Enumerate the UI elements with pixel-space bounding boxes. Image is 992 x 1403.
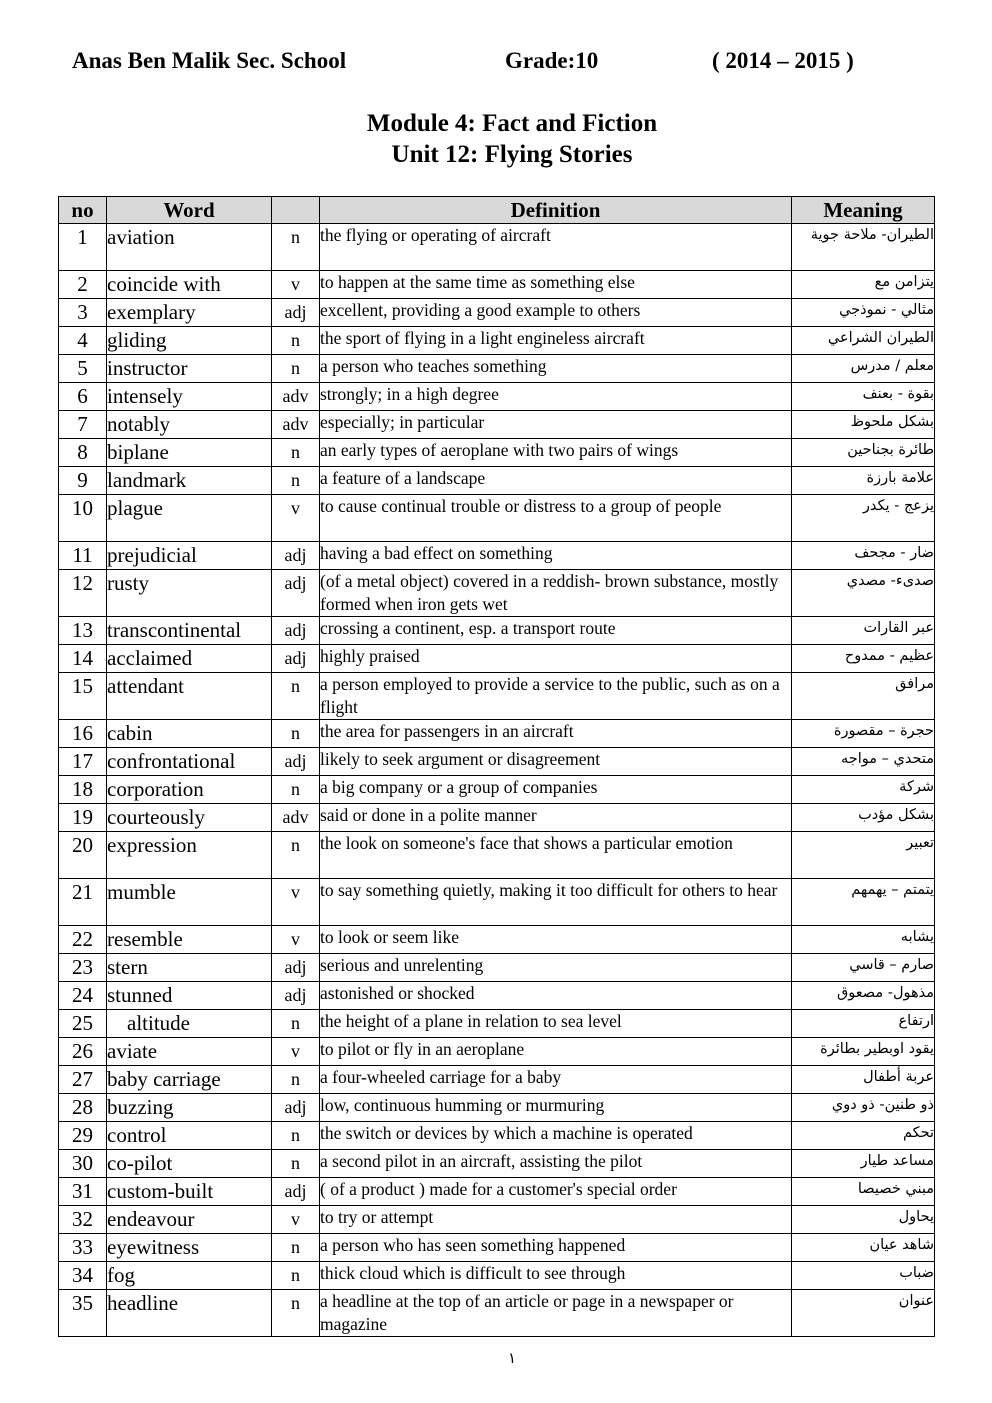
- table-row: [59, 982, 935, 1010]
- meaning-cell: بشكل مؤدب: [792, 804, 935, 832]
- header-meaning: Meaning: [792, 197, 935, 224]
- part-of-speech-cell: n: [272, 439, 320, 467]
- definition-cell: to try or attempt: [320, 1206, 792, 1234]
- meaning-cell: متحدي – مواجه: [792, 748, 935, 776]
- row-number: 33: [59, 1234, 107, 1262]
- row-number: 23: [59, 954, 107, 982]
- row-number: 18: [59, 776, 107, 804]
- row-number: 8: [59, 439, 107, 467]
- word-cell: baby carriage: [107, 1066, 272, 1094]
- part-of-speech-cell: adv: [272, 411, 320, 439]
- meaning-cell: عظيم - ممدوح: [792, 645, 935, 673]
- table-row: [59, 467, 935, 495]
- definition-cell: to cause continual trouble or distress to a group of people: [320, 495, 792, 542]
- meaning-cell: مرافق: [792, 673, 935, 720]
- word-cell: gliding: [107, 327, 272, 355]
- definition-cell: the area for passengers in an aircraft: [320, 720, 792, 748]
- school-year: ( 2014 – 2015 ): [712, 48, 854, 73]
- part-of-speech-cell: n: [272, 832, 320, 879]
- table-row: [59, 327, 935, 355]
- definition-cell: to say something quietly, making it too difficult for others to hear: [320, 879, 792, 926]
- word-cell: expression: [107, 832, 272, 879]
- row-number: 17: [59, 748, 107, 776]
- definition-cell: highly praised: [320, 645, 792, 673]
- part-of-speech-cell: n: [272, 224, 320, 271]
- meaning-cell: بشكل ملحوظ: [792, 411, 935, 439]
- header-definition: Definition: [320, 197, 792, 224]
- meaning-cell: تعبير: [792, 832, 935, 879]
- word-cell: acclaimed: [107, 645, 272, 673]
- definition-cell: (of a metal object) covered in a reddish- brown substance, mostly formed when iron gets wet: [320, 570, 792, 617]
- word-cell: aviation: [107, 224, 272, 271]
- table-row: [59, 645, 935, 673]
- part-of-speech-cell: n: [272, 673, 320, 720]
- word-cell: landmark: [107, 467, 272, 495]
- word-cell: plague: [107, 495, 272, 542]
- row-number: 3: [59, 299, 107, 327]
- table-row: [59, 954, 935, 982]
- row-number: 6: [59, 383, 107, 411]
- word-cell: headline: [107, 1290, 272, 1337]
- row-number: 28: [59, 1094, 107, 1122]
- row-number: 29: [59, 1122, 107, 1150]
- row-number: 4: [59, 327, 107, 355]
- row-number: 35: [59, 1290, 107, 1337]
- table-row: [59, 271, 935, 299]
- row-number: 32: [59, 1206, 107, 1234]
- meaning-cell: حجرة – مقصورة: [792, 720, 935, 748]
- meaning-cell: شاهد عيان: [792, 1234, 935, 1262]
- word-cell: mumble: [107, 879, 272, 926]
- row-number: 34: [59, 1262, 107, 1290]
- word-cell: control: [107, 1122, 272, 1150]
- part-of-speech-cell: n: [272, 776, 320, 804]
- part-of-speech-cell: adj: [272, 299, 320, 327]
- table-row: [59, 673, 935, 720]
- table-row: [59, 1150, 935, 1178]
- part-of-speech-cell: v: [272, 271, 320, 299]
- word-cell: endeavour: [107, 1206, 272, 1234]
- row-number: 24: [59, 982, 107, 1010]
- word-cell: buzzing: [107, 1094, 272, 1122]
- definition-cell: the height of a plane in relation to sea level: [320, 1010, 792, 1038]
- meaning-cell: شركة: [792, 776, 935, 804]
- word-cell: co-pilot: [107, 1150, 272, 1178]
- definition-cell: especially; in particular: [320, 411, 792, 439]
- definition-cell: a big company or a group of companies: [320, 776, 792, 804]
- part-of-speech-cell: adj: [272, 982, 320, 1010]
- word-cell: rusty: [107, 570, 272, 617]
- row-number: 12: [59, 570, 107, 617]
- word-cell: eyewitness: [107, 1234, 272, 1262]
- meaning-cell: ضباب: [792, 1262, 935, 1290]
- word-cell: coincide with: [107, 271, 272, 299]
- part-of-speech-cell: n: [272, 1066, 320, 1094]
- part-of-speech-cell: n: [272, 1122, 320, 1150]
- row-number: 11: [59, 542, 107, 570]
- part-of-speech-cell: n: [272, 1234, 320, 1262]
- table-row: [59, 832, 935, 879]
- part-of-speech-cell: v: [272, 879, 320, 926]
- part-of-speech-cell: adj: [272, 645, 320, 673]
- definition-cell: a person who has seen something happened: [320, 1234, 792, 1262]
- part-of-speech-cell: n: [272, 1290, 320, 1337]
- meaning-cell: يشابه: [792, 926, 935, 954]
- table-row: [59, 617, 935, 645]
- part-of-speech-cell: adj: [272, 748, 320, 776]
- table-row: [59, 542, 935, 570]
- row-number: 27: [59, 1066, 107, 1094]
- definition-cell: astonished or shocked: [320, 982, 792, 1010]
- definition-cell: the look on someone's face that shows a particular emotion: [320, 832, 792, 879]
- part-of-speech-cell: adj: [272, 570, 320, 617]
- table-row: [59, 879, 935, 926]
- table-row: [59, 570, 935, 617]
- part-of-speech-cell: n: [272, 327, 320, 355]
- part-of-speech-cell: n: [272, 1262, 320, 1290]
- word-cell: instructor: [107, 355, 272, 383]
- meaning-cell: الطيران الشراعي: [792, 327, 935, 355]
- word-cell: cabin: [107, 720, 272, 748]
- row-number: 19: [59, 804, 107, 832]
- word-cell: custom-built: [107, 1178, 272, 1206]
- word-cell: altitude: [107, 1010, 272, 1038]
- row-number: 25: [59, 1010, 107, 1038]
- table-row: [59, 299, 935, 327]
- part-of-speech-cell: v: [272, 1038, 320, 1066]
- part-of-speech-cell: adj: [272, 1178, 320, 1206]
- table-row: [59, 1234, 935, 1262]
- definition-cell: the flying or operating of aircraft: [320, 224, 792, 271]
- definition-cell: ( of a product ) made for a customer's special order: [320, 1178, 792, 1206]
- table-row: [59, 1262, 935, 1290]
- definition-cell: crossing a continent, esp. a transport route: [320, 617, 792, 645]
- row-number: 26: [59, 1038, 107, 1066]
- definition-cell: the switch or devices by which a machine is operated: [320, 1122, 792, 1150]
- meaning-cell: تحكم: [792, 1122, 935, 1150]
- school-name: Anas Ben Malik Sec. School: [72, 48, 347, 73]
- row-number: 16: [59, 720, 107, 748]
- meaning-cell: مبني خصيصا: [792, 1178, 935, 1206]
- part-of-speech-cell: n: [272, 467, 320, 495]
- definition-cell: thick cloud which is difficult to see through: [320, 1262, 792, 1290]
- table-body: [59, 224, 935, 1337]
- part-of-speech-cell: n: [272, 720, 320, 748]
- row-number: 9: [59, 467, 107, 495]
- part-of-speech-cell: v: [272, 926, 320, 954]
- meaning-cell: علامة بارزة: [792, 467, 935, 495]
- meaning-cell: عنوان: [792, 1290, 935, 1337]
- meaning-cell: عربة أطفال: [792, 1066, 935, 1094]
- row-number: 15: [59, 673, 107, 720]
- row-number: 21: [59, 879, 107, 926]
- definition-cell: a person employed to provide a service to the public, such as on a flight: [320, 673, 792, 720]
- meaning-cell: بقوة - بعنف: [792, 383, 935, 411]
- definition-cell: excellent, providing a good example to others: [320, 299, 792, 327]
- definition-cell: a four-wheeled carriage for a baby: [320, 1066, 792, 1094]
- word-cell: transcontinental: [107, 617, 272, 645]
- word-cell: resemble: [107, 926, 272, 954]
- word-cell: attendant: [107, 673, 272, 720]
- meaning-cell: يتمتم – يهمهم: [792, 879, 935, 926]
- row-number: 10: [59, 495, 107, 542]
- definition-cell: an early types of aeroplane with two pairs of wings: [320, 439, 792, 467]
- page-number: ١: [507, 1349, 517, 1367]
- table-row: [59, 748, 935, 776]
- definition-cell: low, continuous humming or murmuring: [320, 1094, 792, 1122]
- definition-cell: likely to seek argument or disagreement: [320, 748, 792, 776]
- definition-cell: said or done in a polite manner: [320, 804, 792, 832]
- table-header-row: [59, 197, 935, 224]
- table-row: [59, 1122, 935, 1150]
- table-row: [59, 1010, 935, 1038]
- meaning-cell: مذهول- مصعوق: [792, 982, 935, 1010]
- word-cell: prejudicial: [107, 542, 272, 570]
- header-pos: [272, 197, 320, 224]
- page-titles: [0, 108, 992, 170]
- meaning-cell: عبر القارات: [792, 617, 935, 645]
- meaning-cell: الطيران- ملاحة جوية: [792, 224, 935, 271]
- definition-cell: strongly; in a high degree: [320, 383, 792, 411]
- part-of-speech-cell: v: [272, 1206, 320, 1234]
- definition-cell: to look or seem like: [320, 926, 792, 954]
- table-row: [59, 439, 935, 467]
- part-of-speech-cell: n: [272, 355, 320, 383]
- table-row: [59, 411, 935, 439]
- definition-cell: the sport of flying in a light engineless aircraft: [320, 327, 792, 355]
- meaning-cell: ذو طنين- ذو دوي: [792, 1094, 935, 1122]
- row-number: 7: [59, 411, 107, 439]
- row-number: 14: [59, 645, 107, 673]
- meaning-cell: يقود اوبطير بطائرة: [792, 1038, 935, 1066]
- meaning-cell: ارتفاع: [792, 1010, 935, 1038]
- part-of-speech-cell: adj: [272, 1094, 320, 1122]
- row-number: 31: [59, 1178, 107, 1206]
- table-row: [59, 383, 935, 411]
- row-number: 20: [59, 832, 107, 879]
- part-of-speech-cell: v: [272, 495, 320, 542]
- header-word: Word: [107, 197, 272, 224]
- row-number: 1: [59, 224, 107, 271]
- definition-cell: to pilot or fly in an aeroplane: [320, 1038, 792, 1066]
- word-cell: stern: [107, 954, 272, 982]
- table-row: [59, 804, 935, 832]
- table-row: [59, 1066, 935, 1094]
- table-row: [59, 495, 935, 542]
- definition-cell: a person who teaches something: [320, 355, 792, 383]
- part-of-speech-cell: adj: [272, 954, 320, 982]
- unit-title: Unit 12: Flying Stories: [391, 141, 633, 168]
- vocabulary-table: [58, 196, 935, 1337]
- row-number: 13: [59, 617, 107, 645]
- definition-cell: a feature of a landscape: [320, 467, 792, 495]
- definition-cell: to happen at the same time as something else: [320, 271, 792, 299]
- table-row: [59, 355, 935, 383]
- meaning-cell: طائرة بجناحين: [792, 439, 935, 467]
- word-cell: stunned: [107, 982, 272, 1010]
- part-of-speech-cell: adj: [272, 542, 320, 570]
- table-row: [59, 776, 935, 804]
- word-cell: fog: [107, 1262, 272, 1290]
- definition-cell: serious and unrelenting: [320, 954, 792, 982]
- row-number: 22: [59, 926, 107, 954]
- table-row: [59, 926, 935, 954]
- table-row: [59, 1038, 935, 1066]
- part-of-speech-cell: adv: [272, 383, 320, 411]
- table-row: [59, 1206, 935, 1234]
- table-row: [59, 720, 935, 748]
- meaning-cell: مثالي - نموذجي: [792, 299, 935, 327]
- word-cell: courteously: [107, 804, 272, 832]
- word-cell: intensely: [107, 383, 272, 411]
- word-cell: notably: [107, 411, 272, 439]
- module-title: Module 4: Fact and Fiction: [366, 110, 658, 137]
- header-no: no: [59, 197, 107, 224]
- table-row: [59, 224, 935, 271]
- meaning-cell: يتزامن مع: [792, 271, 935, 299]
- word-cell: corporation: [107, 776, 272, 804]
- table-row: [59, 1094, 935, 1122]
- definition-cell: having a bad effect on something: [320, 542, 792, 570]
- meaning-cell: معلم / مدرس: [792, 355, 935, 383]
- grade-label: Grade:10: [505, 48, 599, 73]
- meaning-cell: مساعد طيار: [792, 1150, 935, 1178]
- meaning-cell: صارم – قاسي: [792, 954, 935, 982]
- part-of-speech-cell: n: [272, 1150, 320, 1178]
- part-of-speech-cell: adj: [272, 617, 320, 645]
- table-row: [59, 1178, 935, 1206]
- word-cell: aviate: [107, 1038, 272, 1066]
- meaning-cell: يحاول: [792, 1206, 935, 1234]
- table-row: [59, 1290, 935, 1337]
- row-number: 5: [59, 355, 107, 383]
- row-number: 30: [59, 1150, 107, 1178]
- definition-cell: a second pilot in an aircraft, assisting the pilot: [320, 1150, 792, 1178]
- part-of-speech-cell: adv: [272, 804, 320, 832]
- part-of-speech-cell: n: [272, 1010, 320, 1038]
- word-cell: confrontational: [107, 748, 272, 776]
- meaning-cell: صدىء- مصدي: [792, 570, 935, 617]
- row-number: 2: [59, 271, 107, 299]
- word-cell: biplane: [107, 439, 272, 467]
- definition-cell: a headline at the top of an article or page in a newspaper or magazine: [320, 1290, 792, 1337]
- meaning-cell: يزعج - يكدر: [792, 495, 935, 542]
- word-cell: exemplary: [107, 299, 272, 327]
- meaning-cell: ضار - مجحف: [792, 542, 935, 570]
